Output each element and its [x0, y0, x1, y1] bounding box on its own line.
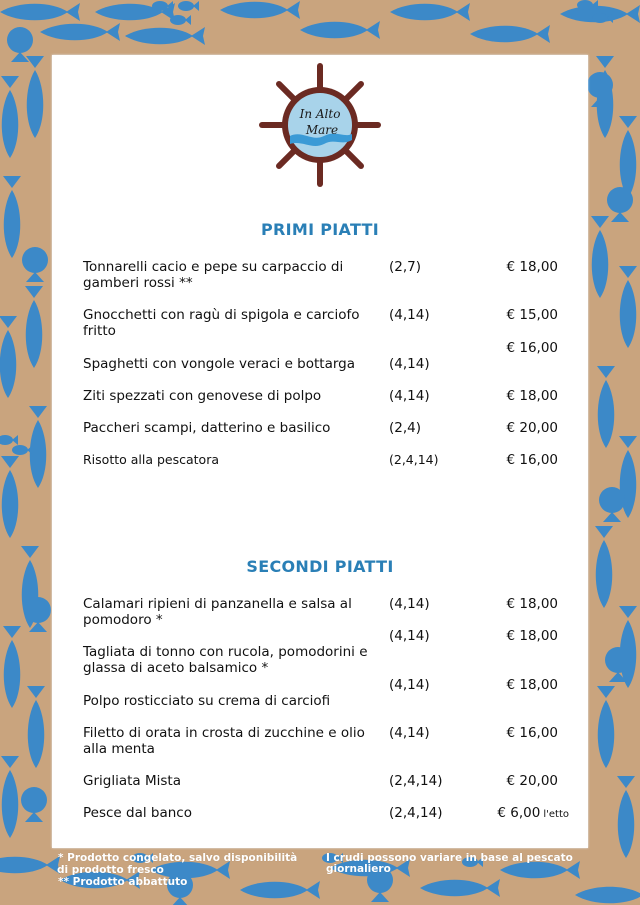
item-name: Polpo rosticciato su crema di carciofi	[83, 693, 331, 709]
item-allergens: (4,14)	[389, 388, 430, 404]
price-unit: l'etto	[543, 809, 569, 820]
item-allergens: (2,4)	[389, 420, 422, 436]
item-allergens: (4,14)	[389, 628, 430, 644]
item-allergens: (4,14)	[389, 307, 430, 323]
item-name: Risotto alla pescatora	[83, 452, 219, 467]
item-name: Gnocchetti con ragù di spigola e carciofo fritto	[83, 307, 360, 339]
item-price: € 18,00	[506, 628, 558, 644]
logo-text-line2: Mare	[305, 123, 339, 137]
item-name: Paccheri scampi, datterino e basilico	[83, 420, 331, 436]
item-allergens: (2,4,14)	[389, 773, 443, 789]
item-price	[497, 805, 569, 823]
item-price: € 16,00	[506, 340, 558, 356]
item-allergens: (2,4,14)	[389, 805, 443, 821]
item-price: € 20,00	[506, 773, 558, 789]
footnote-chilled: ** Prodotto abbattuto	[58, 876, 188, 888]
item-allergens: (4,14)	[389, 677, 430, 693]
item-price: € 18,00	[506, 259, 558, 275]
item-price: € 18,00	[506, 388, 558, 404]
item-price: € 18,00	[506, 596, 558, 612]
item-name: Ziti spezzati con genovese di polpo	[83, 388, 322, 404]
section-title-secondi: SECONDI PIATTI	[246, 557, 394, 576]
item-price: € 18,00	[506, 677, 558, 693]
section-title-primi: PRIMI PIATTI	[260, 220, 379, 239]
item-name: Grigliata Mista	[83, 773, 181, 789]
footnote-raw: I crudi possono variare in base al pescato giornaliero	[326, 852, 573, 875]
item-name: Calamari ripieni di panzanella e salsa al pomodoro *	[83, 596, 352, 628]
footnote-frozen-cont: di prodotto fresco	[57, 864, 164, 876]
item-price: € 16,00	[506, 725, 558, 741]
item-name: Tagliata di tonno con rucola, pomodorini e glassa di aceto balsamico *	[83, 644, 368, 676]
footnote-frozen: * Prodotto congelato, salvo disponibilità	[58, 852, 298, 864]
item-allergens: (4,14)	[389, 356, 430, 372]
item-name: Tonnarelli cacio e pepe su carpaccio di gamberi rossi **	[83, 259, 344, 291]
item-name: Pesce dal banco	[83, 805, 192, 821]
logo-text-line1: In Alto	[299, 107, 341, 121]
item-allergens: (2,7)	[389, 259, 422, 275]
item-name: Filetto di orata in crosta di zucchine e olio alla menta	[83, 725, 365, 757]
item-allergens: (4,14)	[389, 596, 430, 612]
price-value: € 6,00	[497, 805, 541, 821]
item-price: € 16,00	[506, 452, 558, 468]
item-price: € 20,00	[506, 420, 558, 436]
item-allergens: (4,14)	[389, 725, 430, 741]
item-price: € 15,00	[506, 307, 558, 323]
ship-wheel-logo	[258, 60, 382, 190]
item-name: Spaghetti con vongole veraci e bottarga	[83, 356, 356, 372]
item-allergens: (2,4,14)	[389, 452, 439, 467]
